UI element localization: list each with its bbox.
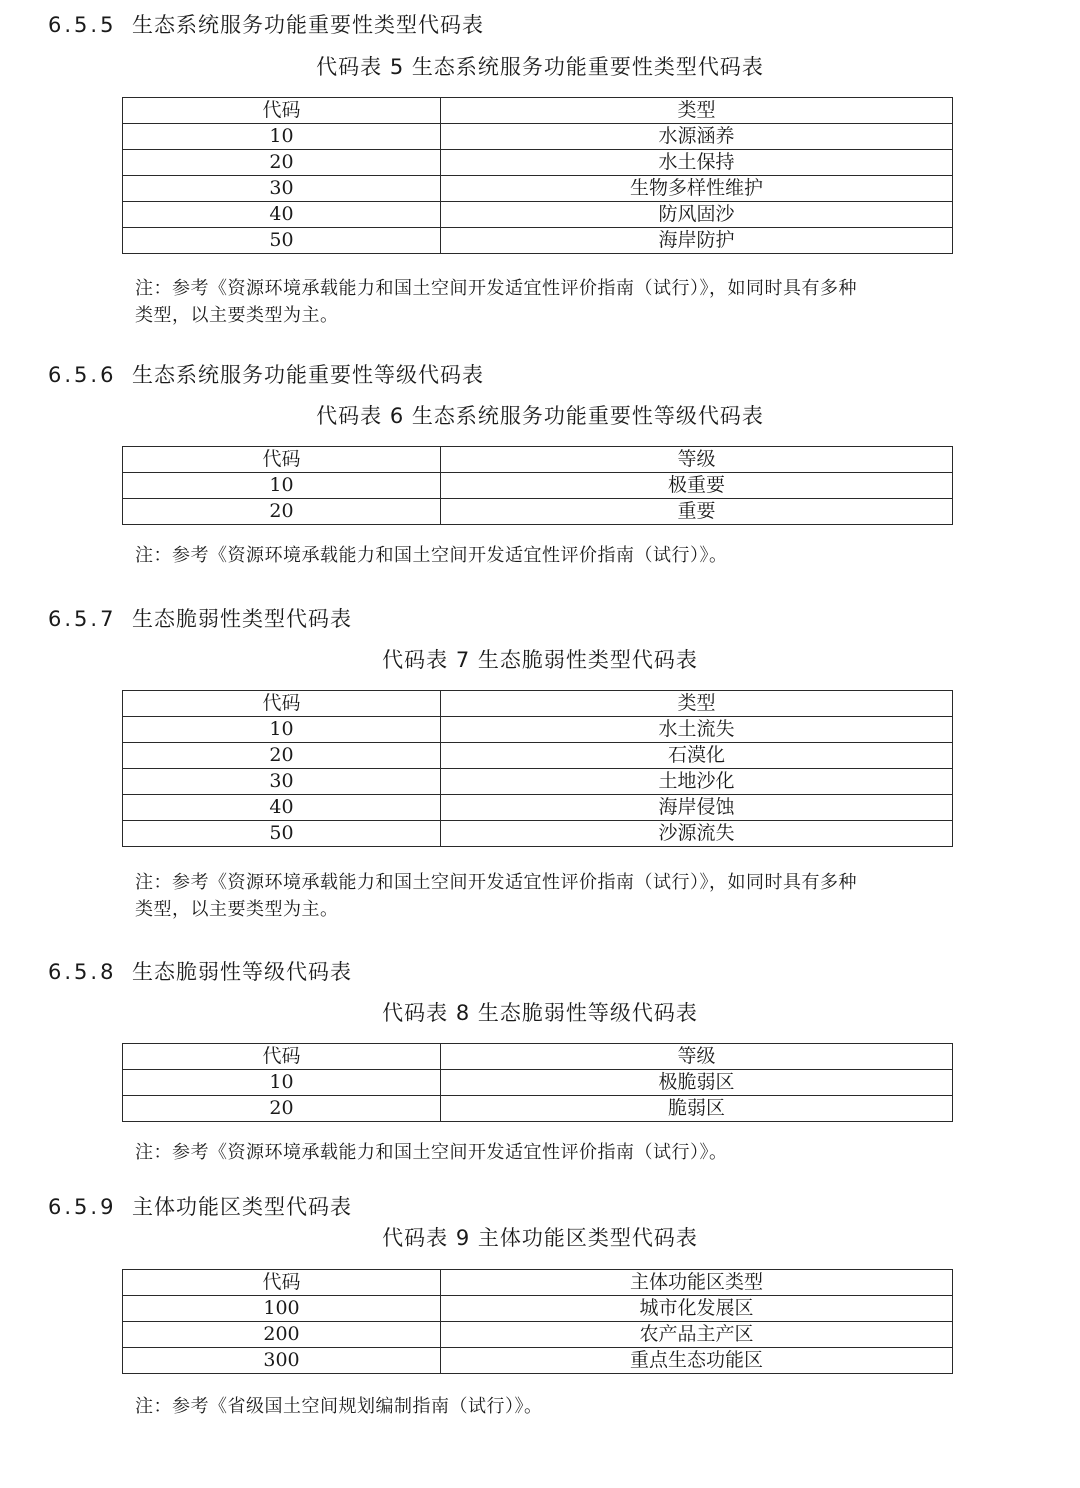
header-code: 代码 (123, 447, 441, 473)
table-header-row (123, 1270, 953, 1296)
section-number: 6.5.9 (48, 1195, 117, 1219)
note-line: 类型，以主要类型为主。 (135, 899, 339, 920)
table-row (123, 1096, 953, 1122)
section-title: 生态系统服务功能重要性等级代码表 (132, 363, 484, 387)
value-cell: 土地沙化 (441, 769, 953, 795)
value-cell: 水源涵养 (441, 124, 953, 150)
table-row (123, 228, 953, 254)
table-row (123, 176, 953, 202)
value-cell: 生物多样性维护 (441, 176, 953, 202)
table-row (123, 473, 953, 499)
table-row (123, 150, 953, 176)
code-cell: 10 (123, 473, 441, 499)
header-code: 代码 (123, 691, 441, 717)
table-header-row (123, 98, 953, 124)
code-cell: 20 (123, 743, 441, 769)
note-line: 类型，以主要类型为主。 (135, 305, 339, 326)
header-type: 类型 (441, 98, 953, 124)
note-line: 注：参考《资源环境承载能力和国土空间开发适宜性评价指南（试行）》。 (135, 545, 728, 566)
note-line: 注：参考《资源环境承载能力和国土空间开发适宜性评价指南（试行）》。 (135, 1142, 728, 1163)
code-cell: 20 (123, 1096, 441, 1122)
code-table-8 (122, 1043, 953, 1122)
table-note (135, 542, 955, 569)
value-cell: 水土保持 (441, 150, 953, 176)
table-caption: 代码表 7 生态脆弱性类型代码表 (382, 648, 698, 672)
table-row (123, 821, 953, 847)
code-cell: 10 (123, 1070, 441, 1096)
code-table-5 (122, 97, 953, 254)
header-type: 类型 (441, 691, 953, 717)
header-code: 代码 (123, 1270, 441, 1296)
table-note (135, 869, 955, 923)
table-row (123, 769, 953, 795)
code-table-9 (122, 1269, 953, 1374)
value-cell: 海岸防护 (441, 228, 953, 254)
section-title: 主体功能区类型代码表 (132, 1195, 352, 1219)
value-cell: 石漠化 (441, 743, 953, 769)
code-cell: 10 (123, 124, 441, 150)
note-line: 注：参考《资源环境承载能力和国土空间开发适宜性评价指南（试行）》，如同时具有多种 (135, 278, 857, 299)
value-cell: 水土流失 (441, 717, 953, 743)
table-row (123, 202, 953, 228)
table-row (123, 1296, 953, 1322)
value-cell: 海岸侵蚀 (441, 795, 953, 821)
table-header-row (123, 1044, 953, 1070)
code-cell: 100 (123, 1296, 441, 1322)
table-row (123, 1070, 953, 1096)
code-cell: 40 (123, 795, 441, 821)
code-cell: 30 (123, 176, 441, 202)
code-cell: 50 (123, 821, 441, 847)
value-cell: 极脆弱区 (441, 1070, 953, 1096)
value-cell: 沙源流失 (441, 821, 953, 847)
section-title: 生态脆弱性等级代码表 (132, 960, 352, 984)
code-cell: 20 (123, 499, 441, 525)
section-number: 6.5.5 (48, 13, 117, 37)
table-caption: 代码表 8 生态脆弱性等级代码表 (382, 1001, 698, 1025)
value-cell: 重要 (441, 499, 953, 525)
header-zone-type: 主体功能区类型 (441, 1270, 953, 1296)
section-heading (48, 957, 352, 987)
table-note (135, 275, 955, 329)
code-cell: 50 (123, 228, 441, 254)
header-level: 等级 (441, 1044, 953, 1070)
value-cell: 脆弱区 (441, 1096, 953, 1122)
code-cell: 200 (123, 1322, 441, 1348)
table-row (123, 743, 953, 769)
value-cell: 城市化发展区 (441, 1296, 953, 1322)
value-cell: 防风固沙 (441, 202, 953, 228)
section-number: 6.5.8 (48, 960, 117, 984)
section-number: 6.5.6 (48, 363, 117, 387)
value-cell: 农产品主产区 (441, 1322, 953, 1348)
section-heading (48, 10, 484, 40)
section-heading (48, 1192, 352, 1222)
code-table-6 (122, 446, 953, 525)
section-heading (48, 604, 352, 634)
table-row (123, 1322, 953, 1348)
section-number: 6.5.7 (48, 607, 117, 631)
table-caption: 代码表 5 生态系统服务功能重要性类型代码表 (316, 55, 764, 79)
table-row (123, 1348, 953, 1374)
table-row (123, 795, 953, 821)
section-title: 生态系统服务功能重要性类型代码表 (132, 13, 484, 37)
value-cell: 极重要 (441, 473, 953, 499)
note-line: 注：参考《资源环境承载能力和国土空间开发适宜性评价指南（试行）》，如同时具有多种 (135, 872, 857, 893)
code-cell: 30 (123, 769, 441, 795)
table-header-row (123, 447, 953, 473)
header-code: 代码 (123, 1044, 441, 1070)
table-caption: 代码表 9 主体功能区类型代码表 (382, 1226, 698, 1250)
header-level: 等级 (441, 447, 953, 473)
code-cell: 20 (123, 150, 441, 176)
table-row (123, 124, 953, 150)
section-heading (48, 360, 484, 390)
section-title: 生态脆弱性类型代码表 (132, 607, 352, 631)
table-caption: 代码表 6 生态系统服务功能重要性等级代码表 (316, 404, 764, 428)
code-cell: 40 (123, 202, 441, 228)
code-table-7 (122, 690, 953, 847)
table-row (123, 717, 953, 743)
code-cell: 300 (123, 1348, 441, 1374)
table-header-row (123, 691, 953, 717)
value-cell: 重点生态功能区 (441, 1348, 953, 1374)
note-line: 注：参考《省级国土空间规划编制指南（试行）》。 (135, 1396, 543, 1417)
table-row (123, 499, 953, 525)
header-code: 代码 (123, 98, 441, 124)
code-cell: 10 (123, 717, 441, 743)
table-note (135, 1393, 955, 1420)
table-note (135, 1139, 955, 1166)
